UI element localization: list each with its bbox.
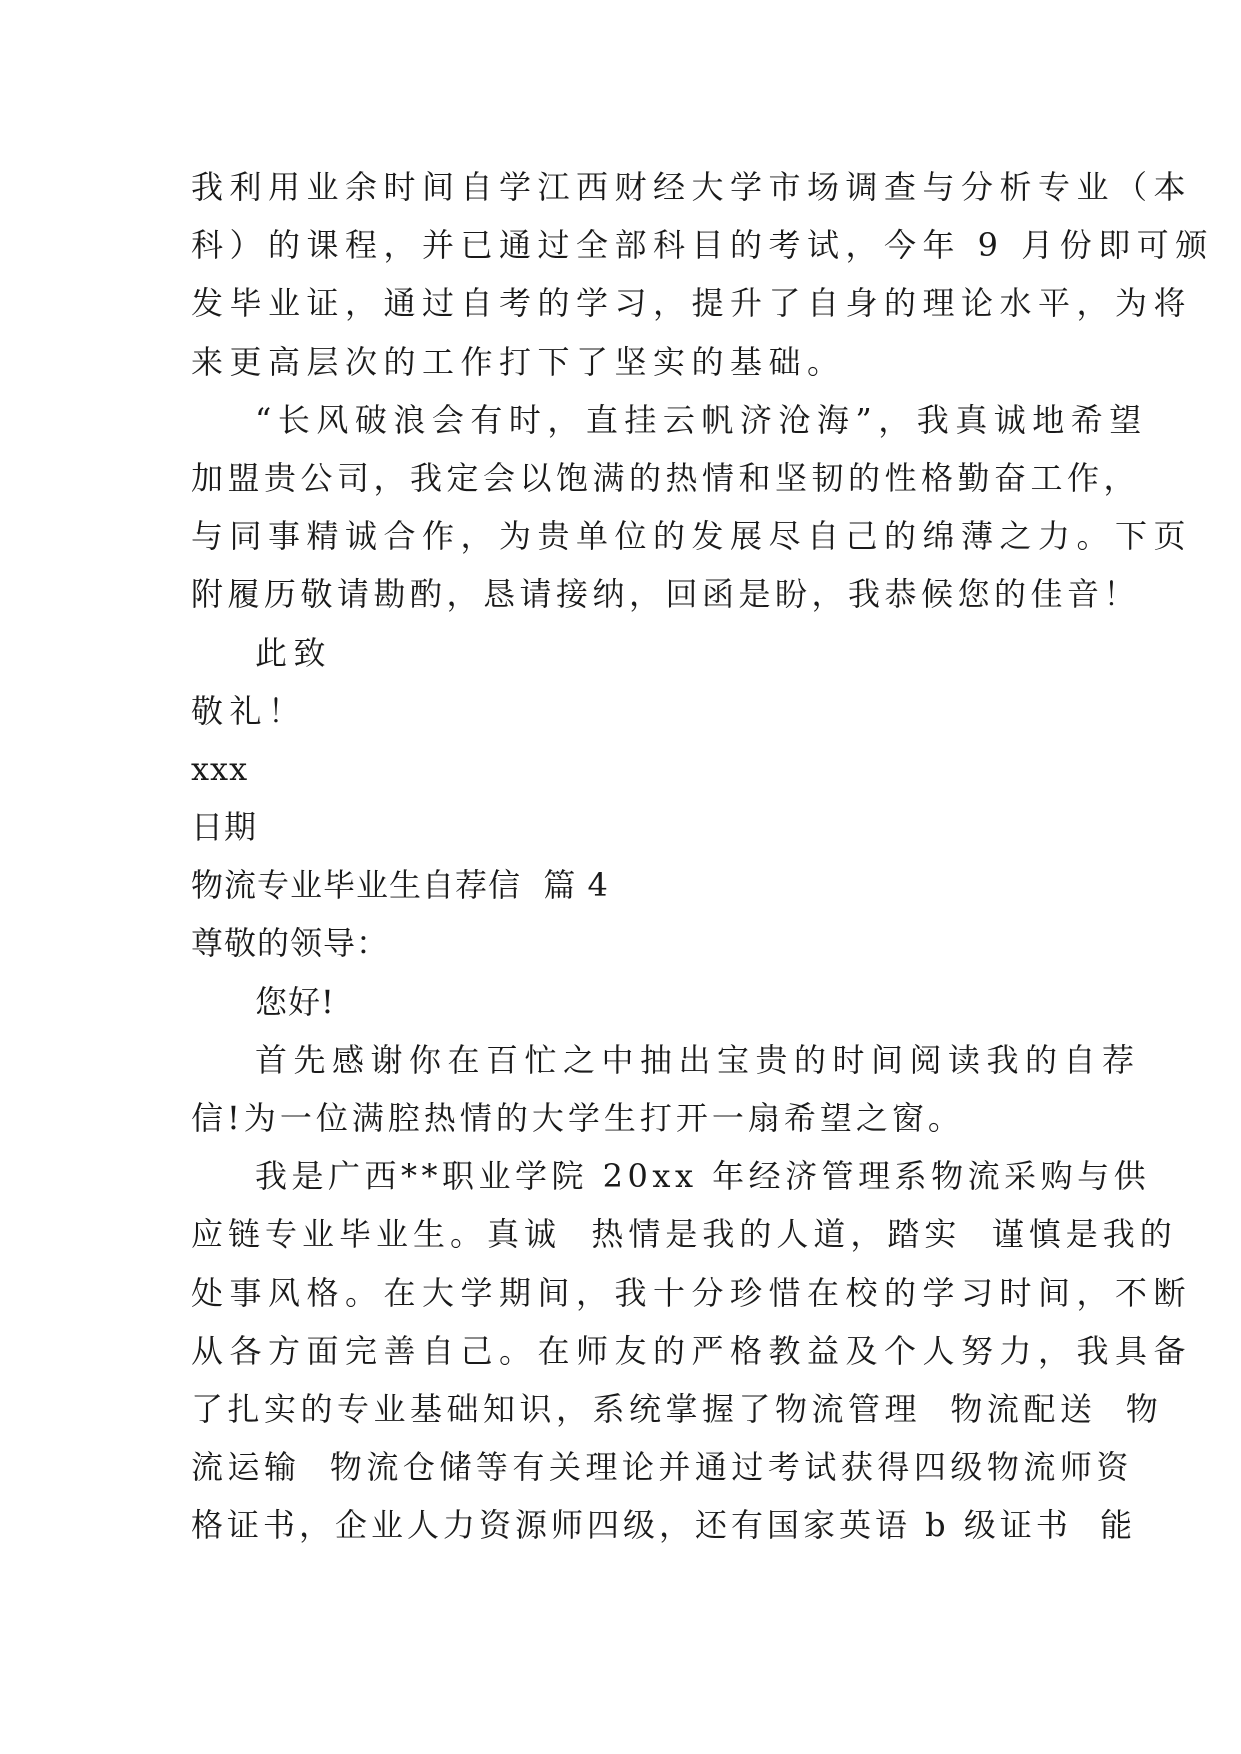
text-line: 处事风格。在大学期间，我十分珍惜在校的学习时间，不断 xyxy=(191,1273,1193,1312)
text-line: 加盟贵公司，我定会以饱满的热情和坚韧的性格勤奋工作， xyxy=(191,458,1141,497)
document-page xyxy=(191,158,1214,1555)
text-line: 来更高层次的工作打下了坚实的基础。 xyxy=(191,342,846,381)
greeting: 您好! xyxy=(255,982,335,1021)
text-line: 信!为一位满腔热情的大学生打开一扇希望之窗。 xyxy=(191,1099,964,1137)
closing-line: 敬礼！ xyxy=(191,691,307,730)
text-line: 流运输 物流仓储等有关理论并通过考试获得四级物流师资 xyxy=(191,1448,1133,1487)
text-line: 了扎实的专业基础知识，系统掌握了物流管理 物流配送 物 xyxy=(191,1389,1163,1428)
text-line: 发毕业证，通过自考的学习，提升了自身的理论水平，为将 xyxy=(191,284,1193,323)
text-line: 我利用业余时间自学江西财经大学市场调查与分析专业（本 xyxy=(191,168,1193,206)
signature: xxx xyxy=(191,749,249,788)
closing-line: 此致 xyxy=(255,633,333,672)
text-line: 从各方面完善自己。在师友的严格教益及个人努力，我具备 xyxy=(191,1331,1193,1370)
salutation: 尊敬的领导： xyxy=(191,924,390,963)
text-line: 附履历敬请勘酌，恳请接纳，回函是盼，我恭候您的佳音！ xyxy=(191,575,1141,614)
section-title: 物流专业毕业生自荐信 篇 4 xyxy=(191,866,609,905)
text-line: 格证书，企业人力资源师四级，还有国家英语 b 级证书 能 xyxy=(191,1506,1137,1545)
text-line: 我是广西**职业学院 20xx 年经济管理系物流采购与供 xyxy=(255,1157,1151,1196)
text-line: “长风破浪会有时，直挂云帆济沧海”，我真诚地希望 xyxy=(255,400,1148,439)
text-line: 科）的课程，并已通过全部科目的考试，今年 9 月份即可颁 xyxy=(191,226,1214,265)
text-line: 应链专业毕业生。真诚 热情是我的人道，踏实 谨慎是我的 xyxy=(191,1215,1177,1254)
text-line: 与同事精诚合作，为贵单位的发展尽自己的绵薄之力。下页 xyxy=(191,517,1193,556)
text-line: 首先感谢你在百忙之中抽出宝贵的时间阅读我的自荐 xyxy=(255,1040,1141,1079)
date-label: 日期 xyxy=(191,808,258,847)
